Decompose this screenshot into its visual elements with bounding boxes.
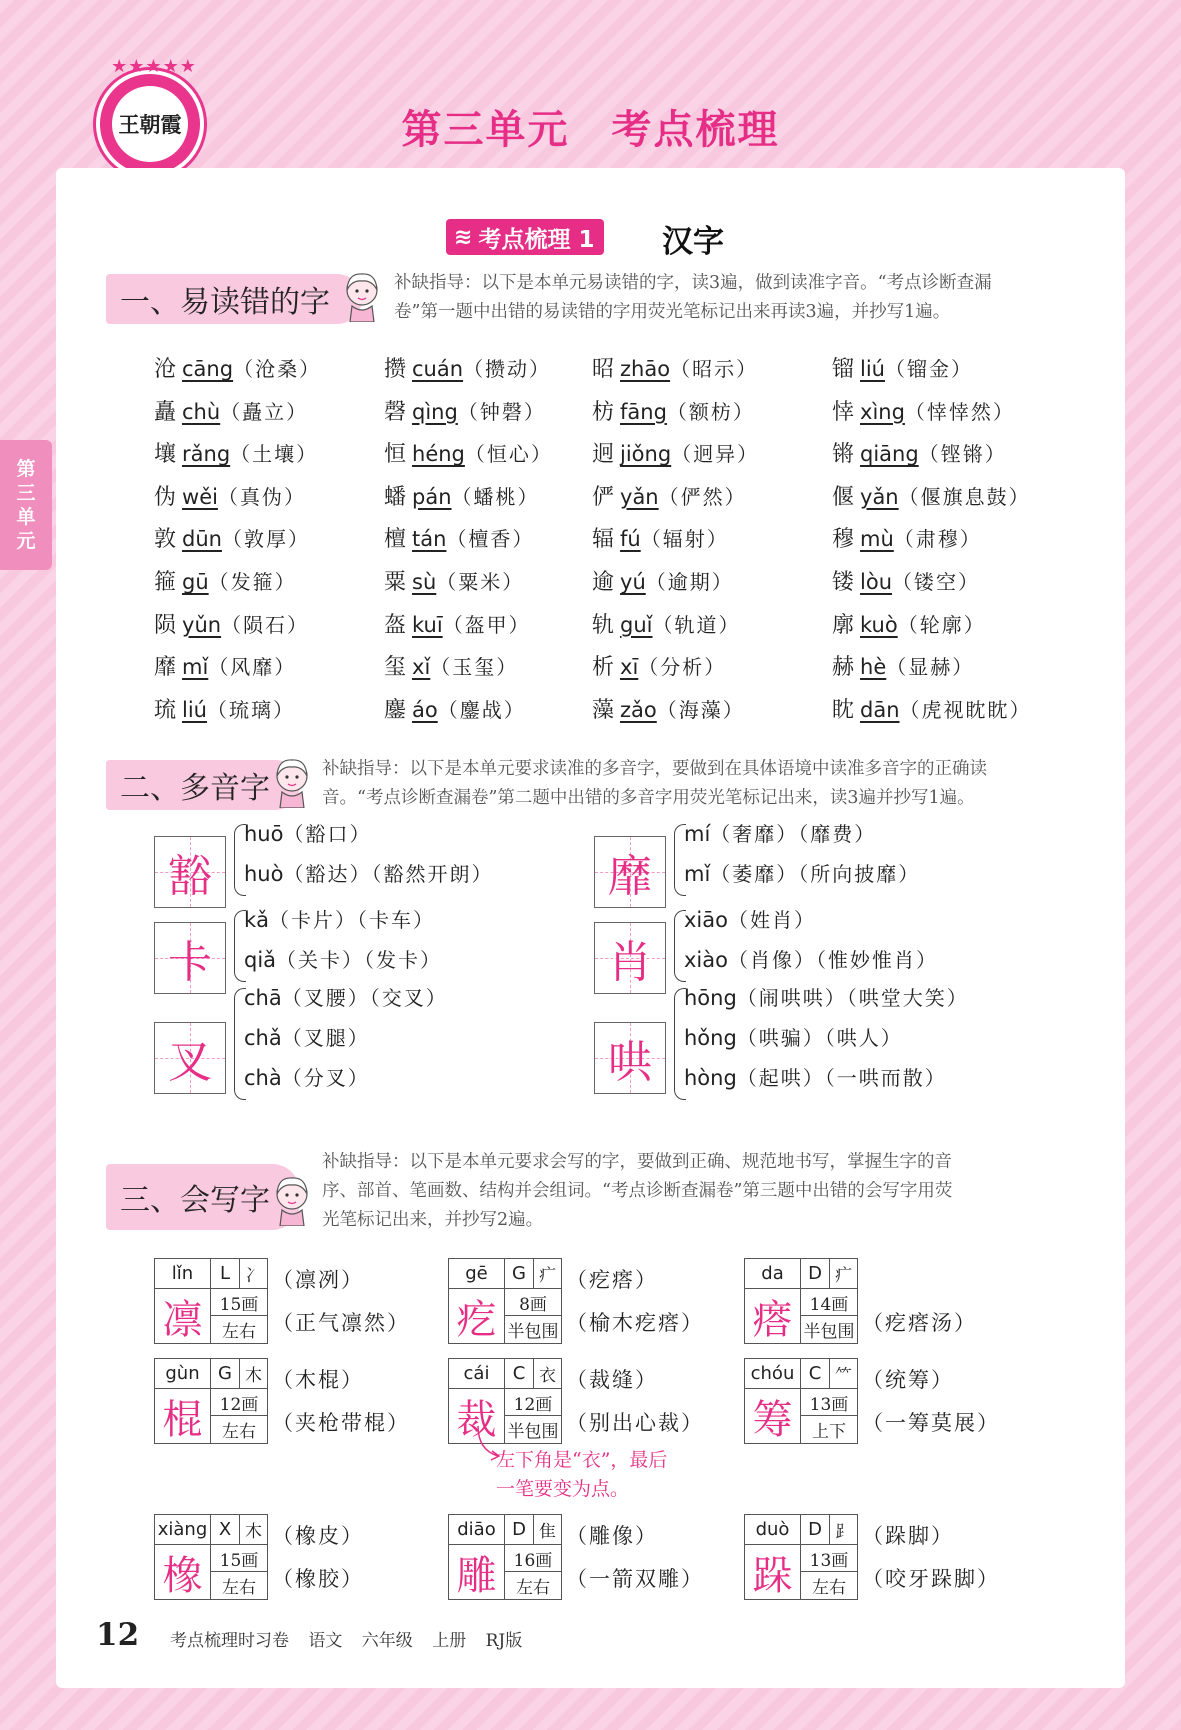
misread-item <box>832 650 974 681</box>
polyphone-reading <box>244 858 493 887</box>
misread-item <box>592 395 755 426</box>
polyphone-reading <box>684 1022 903 1051</box>
misread-char: 赫 <box>832 655 855 681</box>
reading-words: （闹哄哄）（哄堂大笑） <box>736 986 969 1010</box>
card-radical: 木 <box>240 1515 267 1545</box>
polyphone-reading <box>684 818 876 847</box>
misread-word: （迥异） <box>671 442 760 467</box>
reading-pinyin: hǒng <box>684 1026 737 1050</box>
misread-item <box>154 395 308 426</box>
misread-pinyin: yǎn <box>620 484 659 509</box>
misread-item <box>592 352 758 383</box>
card-character: 雕 <box>449 1545 505 1599</box>
misread-item <box>592 565 734 596</box>
misread-word: （轨道） <box>652 612 741 637</box>
misread-char: 析 <box>592 655 615 681</box>
misread-pinyin: qiāng <box>860 442 919 467</box>
misread-item <box>154 522 310 553</box>
part1-guide: 补缺指导：以下是本单元易读错的字，读3遍，做到读准字音。“考点诊断查漏 卷”第一题中出错的易读错的字用荧光笔标记出来再读3遍，并抄写1遍。 <box>394 273 992 322</box>
polyphone-reading <box>244 904 435 933</box>
misread-pinyin: cuán <box>412 357 464 381</box>
card-structure: 左右 <box>812 1578 846 1598</box>
misread-pinyin: kuò <box>860 612 898 637</box>
card-strokes: 15画 <box>211 1545 267 1572</box>
card-word: （一筹莫展） <box>862 1411 1000 1435</box>
misread-char: 镏 <box>832 357 855 382</box>
misread-item <box>832 565 980 596</box>
card-structure: 半包围 <box>507 1422 559 1442</box>
reading-pinyin: mí <box>684 822 711 846</box>
misread-item <box>384 437 553 468</box>
card-character: 棍 <box>155 1389 211 1443</box>
misread-word: （发箍） <box>208 570 297 594</box>
misread-pinyin: liú <box>860 357 885 381</box>
misread-item <box>592 608 741 639</box>
card-word: （夹枪带棍） <box>272 1411 410 1435</box>
polyphone-reading <box>684 982 969 1011</box>
misread-pinyin: gū <box>182 570 209 594</box>
character-card <box>154 1258 268 1344</box>
polyphone-reading <box>684 1062 947 1091</box>
polyphone-reading <box>684 944 938 973</box>
polyphone-char-box <box>154 1022 226 1094</box>
polyphone-char: 靡 <box>608 851 652 902</box>
polyphone-reading <box>244 1062 370 1091</box>
card-structure: 左右 <box>516 1578 550 1598</box>
misread-item <box>154 608 309 639</box>
polyphone-reading <box>244 1022 370 1051</box>
card-character: 裁 <box>449 1389 505 1443</box>
misread-char: 伪 <box>154 484 177 510</box>
misread-pinyin: pán <box>412 484 452 509</box>
logo-text: 王朝霞 <box>112 86 188 162</box>
character-card <box>154 1514 268 1600</box>
card-pinyin: diāo <box>449 1515 505 1545</box>
misread-word: （粟米） <box>436 570 525 594</box>
reading-words: （萎靡）（所向披靡） <box>710 862 921 886</box>
misread-char: 辐 <box>592 527 615 553</box>
misread-pinyin: yǎn <box>860 484 899 509</box>
misread-word: （海藻） <box>656 697 745 722</box>
misread-item <box>832 480 1031 511</box>
character-card <box>744 1358 858 1444</box>
misread-char: 穆 <box>832 527 855 553</box>
reading-words: （豁达）（豁然开朗） <box>283 862 494 886</box>
card-word: （正气凛然） <box>272 1311 410 1335</box>
card-character: 橡 <box>155 1545 211 1599</box>
misread-pinyin: hè <box>860 655 887 680</box>
misread-pinyin: xī <box>620 655 639 680</box>
misread-item <box>154 693 295 724</box>
misread-word: （虎视眈眈） <box>899 697 1032 722</box>
misread-pinyin: mǐ <box>182 655 209 680</box>
misread-word: （镏金） <box>885 357 973 381</box>
misread-word: （矗立） <box>220 399 309 424</box>
card-radical: 隹 <box>534 1515 561 1545</box>
misread-item <box>384 522 534 553</box>
misread-item <box>832 693 1032 724</box>
card-initial: C <box>801 1359 830 1389</box>
card-word: （疙瘩） <box>566 1268 658 1292</box>
card-strokes: 12画 <box>505 1389 561 1416</box>
card-word: （跺脚） <box>862 1524 954 1548</box>
misread-char: 逾 <box>592 570 615 595</box>
misread-word: （土壤） <box>230 442 319 467</box>
misread-pinyin: fāng <box>620 399 667 424</box>
character-card <box>154 1358 268 1444</box>
polyphone-char-box <box>594 1022 666 1094</box>
misread-item <box>384 565 524 596</box>
section-title: 汉字 <box>662 224 724 260</box>
misread-item <box>592 480 747 511</box>
reading-words: （起哄）（一哄而散） <box>736 1066 947 1090</box>
polyphone-char: 叉 <box>168 1037 212 1088</box>
card-character: 筹 <box>745 1389 801 1443</box>
misread-pinyin: zǎo <box>620 697 657 722</box>
character-card <box>448 1258 562 1344</box>
reading-pinyin: kǎ <box>244 908 270 932</box>
misread-word: （鏖战） <box>437 697 526 722</box>
girl-avatar-icon <box>270 1174 314 1226</box>
writing-note: 左下角是“衣”，最后 一笔要变为点。 <box>496 1449 668 1500</box>
part3-heading: 三、会写字 <box>106 1164 300 1230</box>
card-initial: D <box>801 1259 830 1289</box>
misread-char: 箍 <box>154 570 177 595</box>
card-word: （别出心裁） <box>566 1411 704 1435</box>
misread-word: （敦厚） <box>221 527 310 552</box>
misread-word: （肃穆） <box>893 527 982 552</box>
card-pinyin: xiàng <box>155 1515 211 1545</box>
misread-pinyin: mù <box>860 527 894 552</box>
card-radical: 冫 <box>240 1259 267 1289</box>
polyphone-char: 卡 <box>168 937 212 988</box>
misread-item <box>154 352 321 383</box>
character-card <box>744 1258 858 1344</box>
card-pinyin: gùn <box>155 1359 211 1389</box>
misread-word: （轮廓） <box>897 612 986 637</box>
part2-heading: 二、多音字 <box>106 760 300 810</box>
card-word: （榆木疙瘩） <box>566 1311 704 1335</box>
footer-text: 考点梳理时习卷 语文 六年级 上册 RJ版 <box>170 1631 523 1651</box>
card-strokes: 13画 <box>801 1545 857 1572</box>
misread-pinyin: xìng <box>860 399 905 424</box>
card-strokes: 8画 <box>505 1289 561 1316</box>
misread-pinyin: chù <box>182 399 221 424</box>
misread-char: 玺 <box>384 655 407 681</box>
card-initial: G <box>211 1359 240 1389</box>
polyphone-char-box <box>154 922 226 994</box>
misread-word: （玉玺） <box>430 655 519 680</box>
misread-char: 磬 <box>384 399 407 425</box>
polyphone-char: 哄 <box>608 1037 652 1088</box>
misread-word: （俨然） <box>658 484 747 509</box>
card-word: （疙瘩汤） <box>862 1311 977 1335</box>
reading-words: （关卡）（发卡） <box>276 948 443 972</box>
misread-item <box>832 522 982 553</box>
card-word: （裁缝） <box>566 1368 658 1392</box>
reading-words: （豁口） <box>283 822 372 846</box>
misread-pinyin: kuī <box>412 612 443 637</box>
misread-pinyin: qìng <box>412 399 458 424</box>
misread-char: 藻 <box>592 697 615 723</box>
misread-pinyin: zhāo <box>620 357 671 381</box>
misread-char: 矗 <box>154 399 177 425</box>
polyphone-char-box <box>154 836 226 908</box>
card-word: （橡皮） <box>272 1524 364 1548</box>
misread-char: 鏖 <box>384 697 407 723</box>
card-pinyin: gē <box>449 1259 505 1289</box>
card-pinyin: da <box>745 1259 801 1289</box>
reading-pinyin: huò <box>244 862 284 886</box>
misread-word: （陨石） <box>221 612 310 637</box>
character-card <box>448 1358 562 1444</box>
misread-item <box>592 650 726 681</box>
polyphone-char-box <box>594 836 666 908</box>
card-initial: D <box>505 1515 534 1545</box>
misread-char: 敦 <box>154 527 177 553</box>
card-character: 疙 <box>449 1289 505 1343</box>
part1-heading: 一、易读错的字 <box>106 274 362 324</box>
girl-avatar-icon <box>340 270 384 322</box>
misread-item <box>154 565 297 596</box>
reading-pinyin: chà <box>244 1066 282 1090</box>
reading-words: （姓肖） <box>727 908 816 932</box>
reading-pinyin: huō <box>244 822 284 846</box>
misread-item <box>384 480 540 511</box>
misread-item <box>832 395 1015 426</box>
card-structure: 上下 <box>812 1422 846 1442</box>
misread-word: （钟磬） <box>457 399 546 424</box>
misread-word: （攒动） <box>463 357 552 381</box>
card-radical: ⺮ <box>830 1359 857 1389</box>
misread-char: 檀 <box>384 527 407 553</box>
misread-char: 盔 <box>384 612 407 638</box>
reading-words: （叉腰）（交叉） <box>281 986 448 1010</box>
misread-pinyin: áo <box>412 697 438 722</box>
polyphone-char: 豁 <box>168 851 212 902</box>
card-pinyin: lǐn <box>155 1259 211 1289</box>
part2-guide: 补缺指导：以下是本单元要求读准的多音字，要做到在具体语境中读准多音字的正确读 音。“考点诊断查漏卷”第二题中出错的多音字用荧光笔标记出来，读3遍并抄写1遍。 <box>322 759 987 808</box>
card-radical: 衣 <box>534 1359 561 1389</box>
card-pinyin: cái <box>449 1359 505 1389</box>
misread-item <box>154 650 296 681</box>
card-radical: 木 <box>240 1359 267 1389</box>
misread-pinyin: fú <box>620 527 641 552</box>
misread-pinyin: dān <box>860 697 900 722</box>
page-number: 12 <box>96 1617 140 1653</box>
card-word: （统筹） <box>862 1368 954 1392</box>
misread-pinyin: yú <box>620 570 646 594</box>
reading-pinyin: chǎ <box>244 1026 282 1050</box>
card-structure: 半包围 <box>803 1322 855 1342</box>
card-initial: D <box>801 1515 830 1545</box>
misread-char: 蟠 <box>384 484 407 510</box>
misread-pinyin: dūn <box>182 527 222 552</box>
card-initial: G <box>505 1259 534 1289</box>
reading-pinyin: mǐ <box>684 862 711 886</box>
misread-word: （铿锵） <box>918 442 1007 467</box>
card-initial: X <box>211 1515 240 1545</box>
misread-item <box>592 522 729 553</box>
polyphone-char-box <box>594 922 666 994</box>
misread-item <box>154 437 318 468</box>
misread-char: 琉 <box>154 697 177 723</box>
misread-char: 陨 <box>154 612 177 638</box>
misread-item <box>832 437 1007 468</box>
misread-word: （琉璃） <box>207 697 295 722</box>
misread-word: （真伪） <box>217 484 306 509</box>
card-radical: 疒 <box>534 1259 561 1289</box>
card-strokes: 12画 <box>211 1389 267 1416</box>
card-initial: C <box>505 1359 534 1389</box>
misread-pinyin: guǐ <box>620 612 653 637</box>
misread-word: （悻悻然） <box>904 399 1015 424</box>
polyphone-reading <box>244 982 448 1011</box>
misread-char: 镂 <box>832 570 855 595</box>
card-character: 跺 <box>745 1545 801 1599</box>
misread-word: （显赫） <box>886 655 975 680</box>
card-strokes: 15画 <box>211 1289 267 1316</box>
misread-char: 轨 <box>592 612 615 638</box>
misread-char: 眈 <box>832 697 855 723</box>
misread-pinyin: wěi <box>182 484 218 509</box>
reading-words: （卡片）（卡车） <box>269 908 436 932</box>
polyphone-reading <box>244 818 371 847</box>
misread-item <box>384 352 551 383</box>
reading-words: （肖像）（惟妙惟肖） <box>727 948 938 972</box>
misread-word: （沧桑） <box>233 357 322 381</box>
misread-word: （分析） <box>638 655 727 680</box>
misread-char: 悻 <box>832 399 855 425</box>
misread-pinyin: yǔn <box>182 612 222 637</box>
misread-pinyin: liú <box>182 697 207 722</box>
card-radical: ⻊ <box>830 1515 857 1545</box>
misread-char: 廓 <box>832 612 855 638</box>
reading-words: （哄骗）（哄人） <box>736 1026 903 1050</box>
misread-word: （额枋） <box>666 399 755 424</box>
character-card <box>744 1514 858 1600</box>
misread-item <box>384 395 546 426</box>
misread-word: （镂空） <box>892 570 981 594</box>
misread-char: 恒 <box>384 442 407 468</box>
card-strokes: 14画 <box>801 1289 857 1316</box>
logo-stars: ★★★★★ <box>111 56 197 77</box>
polyphone-reading <box>244 944 442 973</box>
reading-words: （叉腿） <box>281 1026 370 1050</box>
misread-char: 壤 <box>154 442 177 468</box>
misread-pinyin: tán <box>412 527 447 552</box>
misread-char: 枋 <box>592 399 615 425</box>
card-structure: 左右 <box>222 1322 256 1342</box>
misread-pinyin: héng <box>412 442 465 467</box>
polyphone-reading <box>684 904 816 933</box>
character-card <box>448 1514 562 1600</box>
misread-word: （风靡） <box>208 655 297 680</box>
misread-pinyin: lòu <box>860 570 893 594</box>
misread-word: （逾期） <box>645 570 734 594</box>
unit-side-tab: 第 三 单 元 <box>0 440 52 570</box>
misread-item <box>832 352 973 383</box>
polyphone-reading <box>684 858 920 887</box>
card-character: 凛 <box>155 1289 211 1343</box>
card-structure: 半包围 <box>507 1322 559 1342</box>
polyphone-char: 肖 <box>608 937 652 988</box>
misread-char: 迥 <box>592 442 615 468</box>
misread-item <box>384 693 526 724</box>
misread-item <box>384 650 518 681</box>
misread-word: （昭示） <box>670 357 759 381</box>
card-initial: L <box>211 1259 240 1289</box>
reading-words: （分叉） <box>281 1066 370 1090</box>
reading-pinyin: hòng <box>684 1066 737 1090</box>
misread-item <box>592 693 745 724</box>
misread-char: 偃 <box>832 484 855 510</box>
reading-pinyin: xiāo <box>684 908 728 932</box>
card-word: （凛冽） <box>272 1268 364 1292</box>
misread-item <box>592 437 759 468</box>
misread-word: （蟠桃） <box>451 484 540 509</box>
misread-pinyin: jiǒng <box>620 442 672 467</box>
misread-char: 俨 <box>592 484 615 510</box>
girl-avatar-icon <box>270 756 314 808</box>
card-word: （一箭双雕） <box>566 1567 704 1591</box>
card-strokes: 16画 <box>505 1545 561 1572</box>
misread-word: （偃旗息鼓） <box>898 484 1031 509</box>
page-title: 第三单元 考点梳理 <box>401 107 780 153</box>
card-character: 瘩 <box>745 1289 801 1343</box>
misread-pinyin: xǐ <box>412 655 431 680</box>
misread-word: （辐射） <box>640 527 729 552</box>
reading-pinyin: hōng <box>684 986 737 1010</box>
reading-pinyin: qiǎ <box>244 948 277 972</box>
misread-word: （盔甲） <box>442 612 531 637</box>
misread-pinyin: rǎng <box>182 442 231 467</box>
misread-item <box>832 608 986 639</box>
misread-char: 锵 <box>832 442 855 468</box>
misread-char: 靡 <box>154 655 177 681</box>
card-strokes: 13画 <box>801 1389 857 1416</box>
part3-guide: 补缺指导：以下是本单元要求会写的字，要做到正确、规范地书写，掌握生字的音 序、部首、笔画数、结构并会组词。“考点诊断查漏卷”第三题中出错的会写字用荧 光笔标记出来，并抄写2遍。 <box>322 1152 953 1230</box>
card-word: （木棍） <box>272 1368 364 1392</box>
wave-lines-icon: ≋ <box>454 224 473 250</box>
misread-word: （檀香） <box>446 527 535 552</box>
card-pinyin: duò <box>745 1515 801 1545</box>
card-structure: 左右 <box>222 1578 256 1598</box>
card-word: （橡胶） <box>272 1567 364 1591</box>
misread-char: 攒 <box>384 357 407 382</box>
misread-word: （恒心） <box>464 442 553 467</box>
reading-words: （奢靡）（靡费） <box>710 822 877 846</box>
misread-char: 昭 <box>592 357 615 382</box>
misread-pinyin: cāng <box>182 357 234 381</box>
misread-pinyin: sù <box>412 570 437 594</box>
card-pinyin: chóu <box>745 1359 801 1389</box>
misread-item <box>154 480 306 511</box>
section-badge: ≋ 考点梳理 1 <box>446 219 604 255</box>
card-radical: 疒 <box>830 1259 857 1289</box>
card-word: （雕像） <box>566 1524 658 1548</box>
misread-char: 粟 <box>384 570 407 595</box>
misread-char: 沧 <box>154 357 177 382</box>
reading-pinyin: chā <box>244 986 282 1010</box>
card-structure: 左右 <box>222 1422 256 1442</box>
reading-pinyin: xiào <box>684 948 728 972</box>
misread-item <box>384 608 531 639</box>
card-word: （咬牙跺脚） <box>862 1567 1000 1591</box>
